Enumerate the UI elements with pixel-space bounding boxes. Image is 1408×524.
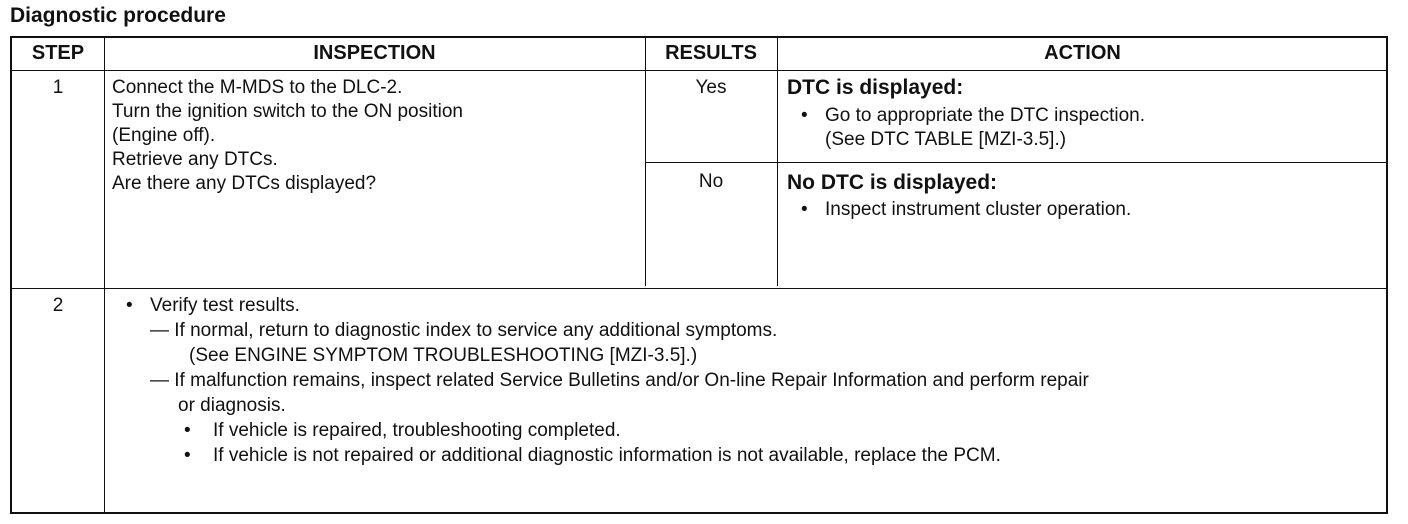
inspection-line: Turn the ignition switch to the ON position [112,101,463,122]
bullet-dot: • [184,445,191,466]
row-divider [12,288,1386,289]
sub-bullet-text: If vehicle is repaired, troubleshooting completed. [213,420,621,441]
page-title: Diagnostic procedure [10,4,226,27]
inspection-line: Are there any DTCs displayed? [112,173,377,194]
step2-dash: — If malfunction remains, inspect related Service Bulletins and/or On-line Repair Information and perform repair [150,370,1089,391]
step2-sub-bullet [112,443,1382,468]
action-heading: No DTC is displayed: [787,171,998,194]
bullet-dot: • [184,420,191,441]
step2-text [112,293,1382,468]
header-results: RESULTS [665,42,757,64]
result-yes: Yes [695,77,727,98]
diagnostic-table [10,36,1388,514]
header-inspection: INSPECTION [313,42,436,64]
step2-dash-continued: or diagnosis. [178,395,286,416]
action-note: (See DTC TABLE [MZI-3.5].) [825,129,1067,150]
action-heading: DTC is displayed: [787,76,964,99]
action-yes [787,76,1382,152]
action-no [787,171,1382,222]
action-bullet: • Go to appropriate the DTC inspection. [787,104,1382,128]
header-action: ACTION [1044,42,1121,64]
action-bullet: • Inspect instrument cluster operation. [787,198,1382,222]
inspection-line: Retrieve any DTCs. [112,149,278,170]
inspection-line: (Engine off). [112,125,216,146]
step2-note: (See ENGINE SYMPTOM TROUBLESHOOTING [MZI-3.5].) [189,345,698,366]
result-no: No [698,171,724,192]
header-step: STEP [31,42,85,64]
step-number: 1 [52,77,64,98]
step-number: 2 [52,295,64,316]
step2-bullet: • Verify test results. [112,293,1382,318]
header-divider [12,70,1386,71]
step2-sub-bullet [112,418,1382,443]
inspection-text [112,76,640,196]
step2-dash: — If normal, return to diagnostic index to service any additional symptoms. [150,320,778,341]
inspection-line: Connect the M-MDS to the DLC-2. [112,77,403,98]
column-divider [104,38,105,512]
row-divider [645,162,1386,163]
sub-bullet-text: If vehicle is not repaired or additional diagnostic information is not available, replace the PCM. [213,445,1001,466]
